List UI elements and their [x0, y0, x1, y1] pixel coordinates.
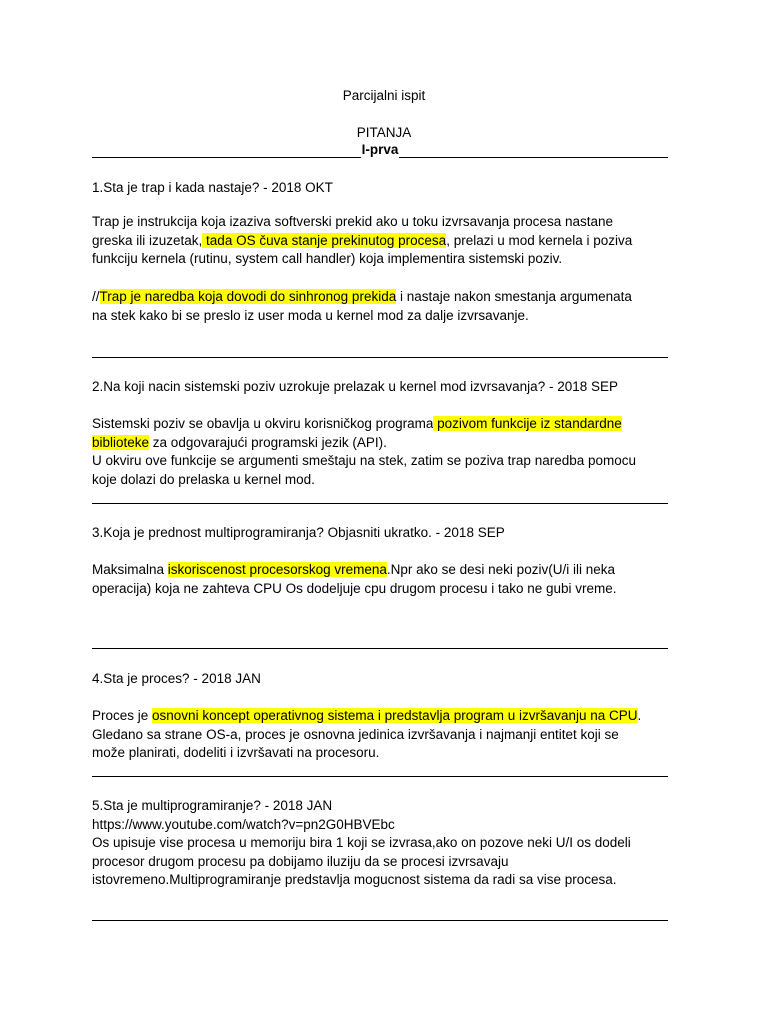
divider-right	[399, 145, 668, 158]
answer-line: istovremeno.Multiprogramiranje predstavlja mogucnost sistema da radi sa vise procesa.	[92, 872, 617, 887]
answer-4	[92, 707, 672, 763]
answer-line	[92, 232, 672, 251]
text-run: //	[92, 289, 100, 304]
answer-line	[92, 415, 672, 434]
text-run: greska ili izuzetak,	[92, 232, 203, 248]
question-4: 4.Sta je proces? - 2018 JAN	[92, 671, 261, 686]
answer-line: Os upisuje vise procesa u memoriju bira 1 koji se izvrasa,ako on pozove neki U/I os dodeli	[92, 835, 631, 850]
divider	[92, 648, 668, 649]
video-link[interactable]: https://www.youtube.com/watch?v=pn2G0HBVEbc	[92, 816, 395, 832]
answer-line: procesor drugom procesu pa dobijamo iluziju da se procesi izvrsavaju	[92, 853, 509, 869]
text-run: .Npr ako se desi neki poziv(U/i ili neka	[386, 562, 615, 577]
divider	[92, 503, 668, 504]
page-title: Parcijalni ispit	[342, 88, 426, 103]
section-divider-title	[92, 142, 668, 158]
highlighted-text: Trap je naredba koja dovodi do sinhronog prekida	[99, 289, 397, 304]
answer-line	[92, 561, 672, 580]
divider	[92, 357, 668, 358]
answer-line: Gledano sa strane OS-a, proces je osnovna jedinica izvršavanja i najmanji entitet koji se	[92, 726, 619, 742]
answer-line: funkciju kernela (rutinu, system call handler) koja implementira sistemski poziv.	[92, 251, 563, 266]
question-2: 2.Na koji nacin sistemski poziv uzrokuje prelazak u kernel mod izvrsavanja? - 2018 SEP	[92, 379, 618, 394]
page-subtitle: PITANJA	[356, 125, 412, 140]
text-run: i nastaje nakon smestanja argumenata	[396, 289, 632, 304]
divider-left	[92, 145, 361, 158]
question-5: 5.Sta je multiprogramiranje? - 2018 JAN	[92, 798, 333, 813]
question-1: 1.Sta je trap i kada nastaje? - 2018 OKT	[92, 180, 333, 195]
highlighted-text: tada OS čuva stanje prekinutog procesa	[202, 232, 447, 248]
divider	[92, 920, 668, 921]
text-run: Proces je	[92, 708, 153, 723]
highlighted-text: biblioteke	[92, 434, 150, 450]
answer-1	[92, 213, 672, 269]
answer-line: U okviru ove funkcije se argumenti smeštaju na stek, zatim se poziva trap naredba pomocu	[92, 453, 637, 468]
divider	[92, 776, 668, 777]
text-run: , prelazi u mod kernela i poziva	[446, 232, 633, 248]
answer-line: operacija) koja ne zahteva CPU Os dodeljuje cpu drugom procesu i tako ne gubi vreme.	[92, 580, 617, 596]
answer-5	[92, 797, 672, 890]
text-run: za odgovarajući programski jezik (API).	[149, 434, 387, 450]
text-run: Sistemski poziv se obavlja u okviru korisničkog programa	[92, 416, 434, 431]
question-3: 3.Koja je prednost multiprogramiranja? Objasniti ukratko. - 2018 SEP	[92, 525, 505, 540]
text-run: Maksimalna	[92, 562, 168, 577]
answer-2	[92, 415, 672, 489]
highlighted-text: iskoriscenost procesorskog vremena	[167, 562, 387, 577]
answer-line: Trap je instrukcija koja izaziva softverski prekid ako u toku izvrsavanja procesa nastane	[92, 214, 613, 229]
highlighted-text: osnovni koncept operativnog sistema i predstavlja program u izvršavanju na CPU	[152, 708, 638, 723]
answer-line: koje dolazi do prelaska u kernel mod.	[92, 471, 315, 487]
text-run: .	[637, 708, 642, 723]
answer-line: može planirati, dodeliti i izvršavati na procesoru.	[92, 745, 380, 760]
section-title: I-prva	[361, 142, 399, 157]
answer-3	[92, 561, 672, 598]
answer-1-note	[92, 288, 672, 325]
answer-line	[92, 288, 672, 307]
answer-line	[92, 707, 672, 726]
highlighted-text: pozivom funkcije iz standardne	[433, 416, 622, 431]
answer-line: na stek kako bi se preslo iz user moda u kernel mod za dalje izvrsavanje.	[92, 307, 529, 323]
answer-line	[92, 434, 672, 453]
